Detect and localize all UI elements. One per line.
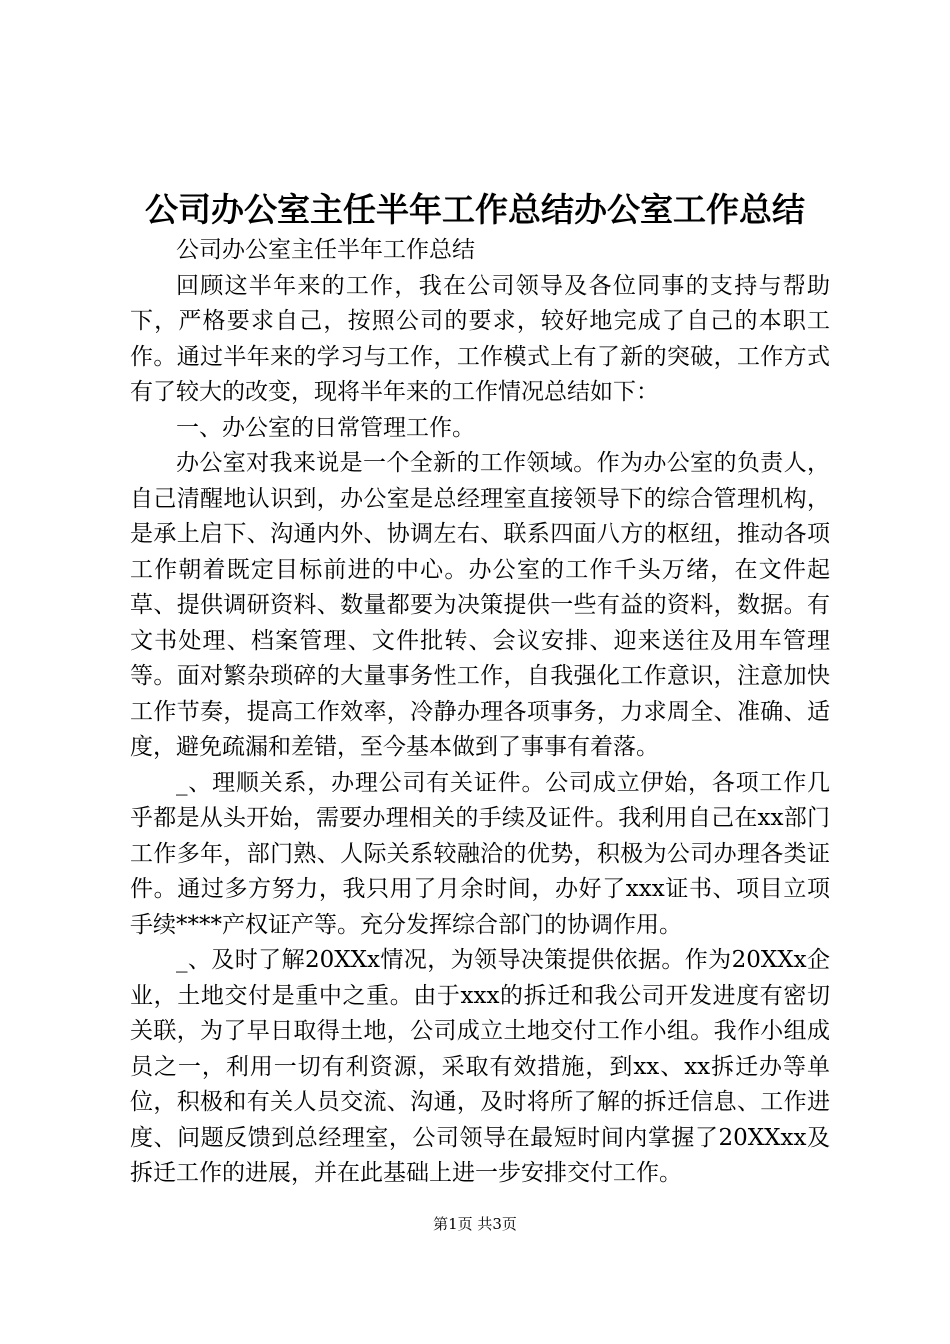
page-number-footer: 第1页 共3页 [433,1215,517,1233]
section-3-paragraph: _、及时了解20XXx情况，为领导决策提供依据。作为20XXx企业，土地交付是重中之重。由于xxx的拆迁和我公司开发进度有密切关联，为了早日取得土地，公司成立土地交付工作小组。我作小组成员之一，利用一切有利资源，采取有效措施，到xx、xx拆迁办等单位，积极和有关人员交流、沟通，及时将所了解的拆迁信息、工作进度、问题反馈到总经理室，公司领导在最短时间内掌握了20XXxx及拆迁工作的进展，并在此基础上进一步安排交付工作。 [130,947,830,1186]
section-2-paragraph: _、理顺关系，办理公司有关证件。公司成立伊始，各项工作几乎都是从头开始，需要办理相关的手续及证件。我利用自己在xx部门工作多年，部门熟、人际关系较融洽的优势，积极为公司办理各类证件。通过多方努力，我只用了月余时间，办好了xxx证书、项目立项手续****产权证产等。充分发挥综合部门的协调作用。 [130,769,830,938]
document-body [130,233,830,1192]
subtitle-paragraph: 公司办公室主任半年工作总结 [176,237,475,263]
section-1-paragraph: 办公室对我来说是一个全新的工作领域。作为办公室的负责人，自己清醒地认识到，办公室是总经理室直接领导下的综合管理机构，是承上启下、沟通内外、协调左右、联系四面八方的枢纽，推动各项工作朝着既定目标前进的中心。办公室的工作千头万绪，在文件起草、提供调研资料、数量都要为决策提供一些有益的资料，数据。有文书处理、档案管理、文件批转、会议安排、迎来送往及用车管理等。面对繁杂琐碎的大量事务性工作，自我强化工作意识，注意加快工作节奏，提高工作效率，冷静办理各项事务，力求周全、准确、适度，避免疏漏和差错，至今基本做到了事事有着落。 [130,450,830,760]
section-heading-1: 一、办公室的日常管理工作。 [176,414,475,441]
intro-paragraph: 回顾这半年来的工作，我在公司领导及各位同事的支持与帮助下，严格要求自己，按照公司的要求，较好地完成了自己的本职工作。通过半年来的学习与工作，工作模式上有了新的突破，工作方式有了较大的改变，现将半年来的工作情况总结如下： [130,272,830,405]
document-title: 公司办公室主任半年工作总结办公室工作总结 [145,190,805,229]
